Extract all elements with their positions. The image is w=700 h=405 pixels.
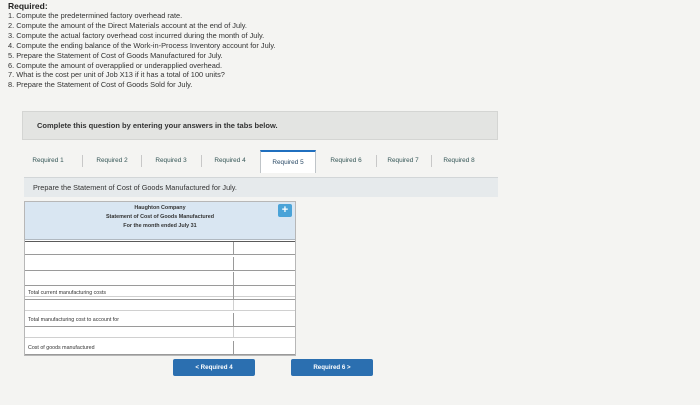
prompt-text: Prepare the Statement of Cost of Goods Manufactured for July. <box>33 183 237 192</box>
total-current-label: Total current manufacturing costs <box>28 290 107 296</box>
list-item: 2. Compute the amount of the Direct Materials account at the end of July. <box>8 20 247 30</box>
tab-divider <box>431 155 432 167</box>
tab-required-5[interactable]: Required 5 <box>260 150 316 173</box>
instruction-box <box>22 111 498 140</box>
cell-divider <box>233 300 234 310</box>
total-current-row <box>25 286 295 300</box>
list-item: 5. Prepare the Statement of Cost of Goods Manufactured for July. <box>8 50 223 60</box>
list-item: 1. Compute the predetermined factory overhead rate. <box>8 11 183 20</box>
statement-title: Statement of Cost of Goods Manufactured <box>105 214 215 220</box>
label-input[interactable] <box>25 242 233 255</box>
tab-divider <box>82 155 83 167</box>
cell-divider <box>233 341 234 354</box>
cell-divider <box>233 257 234 270</box>
statement-header <box>25 202 295 240</box>
statement-table <box>24 201 296 356</box>
cell-divider <box>233 242 234 255</box>
list-item: 3. Compute the actual factory overhead cost incurred during the month of July. <box>8 30 265 40</box>
label-input[interactable] <box>25 272 233 285</box>
tab-divider <box>201 155 202 167</box>
tab-required-1[interactable]: Required 1 <box>32 157 64 164</box>
statement-period: For the month ended July 31 <box>123 223 197 229</box>
cell-divider <box>233 327 234 337</box>
cogm-label: Cost of goods manufactured <box>28 345 95 351</box>
required-header: Required: <box>8 1 48 11</box>
requirements-list <box>8 11 276 90</box>
prev-required-button[interactable]: < Required 4 <box>173 359 255 376</box>
table-row <box>25 300 295 311</box>
total-manufacturing-label: Total manufacturing cost to account for <box>28 317 119 323</box>
list-item: 6. Compute the amount of overapplied or underapplied overhead. <box>8 60 223 70</box>
tab-required-7[interactable]: Required 7 <box>387 157 419 164</box>
next-required-button[interactable]: Required 6 > <box>291 359 373 376</box>
table-row <box>25 272 295 286</box>
company-name: Haughton Company <box>134 205 186 211</box>
list-item: 4. Compute the ending balance of the Work-in-Process Inventory account for July. <box>8 40 276 50</box>
tab-divider <box>141 155 142 167</box>
tab-divider <box>376 155 377 167</box>
table-row <box>25 327 295 338</box>
list-item: 8. Prepare the Statement of Cost of Goods Sold for July. <box>8 80 193 90</box>
cell-divider <box>233 272 234 285</box>
add-row-button[interactable]: + <box>278 204 292 217</box>
label-input[interactable] <box>25 257 233 270</box>
cell-divider <box>233 313 234 326</box>
table-row <box>25 241 295 255</box>
cogm-row <box>25 341 295 355</box>
tab-required-2[interactable]: Required 2 <box>96 157 128 164</box>
instruction-text: Complete this question by entering your answers in the tabs below. <box>37 121 278 130</box>
total-manufacturing-row <box>25 313 295 327</box>
tab-required-4[interactable]: Required 4 <box>214 157 246 164</box>
list-item: 7. What is the cost per unit of Job X13 if it has a total of 100 units? <box>8 70 225 80</box>
prompt-bar <box>24 177 498 197</box>
cell-divider <box>233 286 234 299</box>
tab-required-6[interactable]: Required 6 <box>330 157 362 164</box>
tab-bar <box>24 150 498 172</box>
tab-required-8[interactable]: Required 8 <box>443 157 475 164</box>
tab-required-3[interactable]: Required 3 <box>155 157 187 164</box>
table-row <box>25 257 295 271</box>
